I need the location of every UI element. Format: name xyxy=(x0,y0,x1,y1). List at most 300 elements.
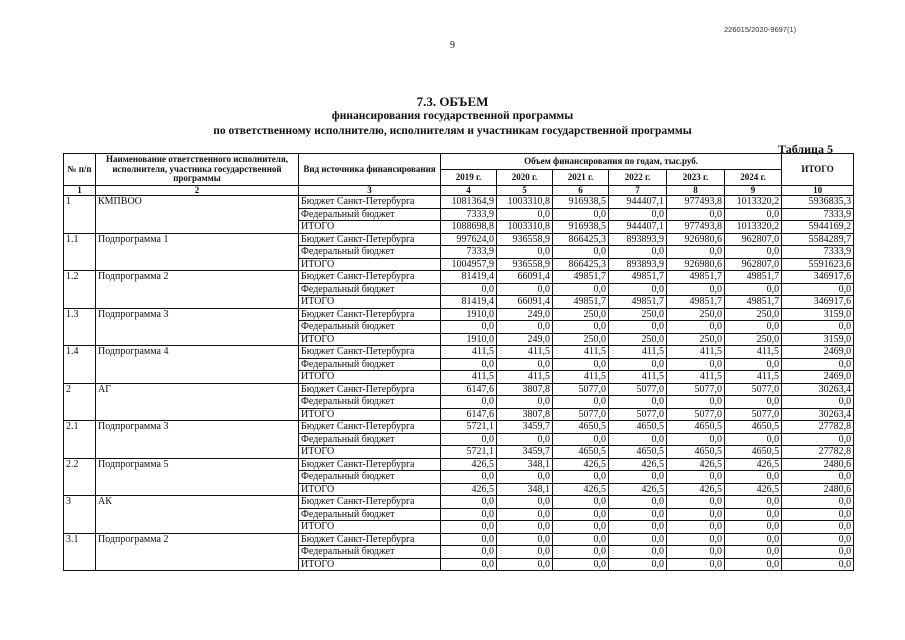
year-value: 6147,6 xyxy=(441,408,497,421)
year-value: 1081364,9 xyxy=(441,196,497,209)
participant-name: Подпрограмма 3 xyxy=(96,308,299,346)
year-value: 0,0 xyxy=(553,471,609,484)
year-value: 0,0 xyxy=(667,321,725,334)
funding-source: ИТОГО xyxy=(299,446,441,459)
funding-source: ИТОГО xyxy=(299,371,441,384)
year-value: 0,0 xyxy=(667,433,725,446)
year-value: 411,5 xyxy=(667,371,725,384)
funding-source: ИТОГО xyxy=(299,221,441,234)
row-number: 1.1 xyxy=(64,233,96,271)
year-value: 4650,5 xyxy=(609,446,667,459)
year-value: 426,5 xyxy=(725,483,782,496)
year-value: 0,0 xyxy=(441,558,497,571)
year-value: 3807,8 xyxy=(497,383,553,396)
funding-source: Федеральный бюджет xyxy=(299,396,441,409)
year-value: 3459,7 xyxy=(497,421,553,434)
section-title: 7.3. ОБЪЕМ xyxy=(416,94,489,109)
table-row xyxy=(64,271,854,284)
year-value: 0,0 xyxy=(725,533,782,546)
table-label: Таблица 5 xyxy=(778,142,833,156)
year-value: 426,5 xyxy=(609,483,667,496)
table-row xyxy=(64,233,854,246)
year-value: 5721,1 xyxy=(441,421,497,434)
year-value: 411,5 xyxy=(725,371,782,384)
funding-source: ИТОГО xyxy=(299,296,441,309)
table-row xyxy=(64,496,854,509)
year-value: 411,5 xyxy=(441,346,497,359)
total-value: 2480,6 xyxy=(782,458,854,471)
funding-source: ИТОГО xyxy=(299,258,441,271)
total-value: 346917,6 xyxy=(782,296,854,309)
year-value: 936558,9 xyxy=(497,258,553,271)
year-value: 411,5 xyxy=(441,371,497,384)
participant-name: Подпрограмма 2 xyxy=(96,271,299,309)
year-value: 250,0 xyxy=(609,333,667,346)
participant-name: Подпрограмма 1 xyxy=(96,233,299,271)
header-year-2019: 2019 г. xyxy=(441,170,497,186)
year-value: 1088698,8 xyxy=(441,221,497,234)
total-value: 27782,8 xyxy=(782,446,854,459)
year-value: 0,0 xyxy=(725,321,782,334)
year-value: 411,5 xyxy=(497,371,553,384)
header-num: № п/п xyxy=(64,154,96,186)
funding-source: Бюджет Санкт-Петербурга xyxy=(299,421,441,434)
participant-name: АК xyxy=(96,496,299,534)
table-row xyxy=(64,196,854,209)
year-value: 49851,7 xyxy=(553,296,609,309)
total-value: 7333,9 xyxy=(782,246,854,259)
funding-source: Бюджет Санкт-Петербурга xyxy=(299,533,441,546)
year-value: 926980,6 xyxy=(667,258,725,271)
year-value: 0,0 xyxy=(497,546,553,559)
year-value: 0,0 xyxy=(609,533,667,546)
year-value: 866425,3 xyxy=(553,258,609,271)
funding-source: Бюджет Санкт-Петербурга xyxy=(299,383,441,396)
funding-source: Федеральный бюджет xyxy=(299,283,441,296)
year-value: 0,0 xyxy=(609,283,667,296)
year-value: 0,0 xyxy=(609,208,667,221)
participant-name: Подпрограмма 5 xyxy=(96,458,299,496)
header-year-2023: 2023 г. xyxy=(667,170,725,186)
year-value: 250,0 xyxy=(725,333,782,346)
year-value: 0,0 xyxy=(553,358,609,371)
year-value: 5077,0 xyxy=(609,408,667,421)
participant-name: Подпрограмма 3 xyxy=(96,421,299,459)
year-value: 0,0 xyxy=(609,521,667,534)
year-value: 0,0 xyxy=(667,558,725,571)
year-value: 1910,0 xyxy=(441,308,497,321)
year-value: 0,0 xyxy=(497,283,553,296)
year-value: 0,0 xyxy=(725,471,782,484)
year-value: 0,0 xyxy=(725,496,782,509)
year-value: 926980,6 xyxy=(667,233,725,246)
total-value: 0,0 xyxy=(782,546,854,559)
year-value: 5077,0 xyxy=(667,383,725,396)
year-value: 0,0 xyxy=(725,358,782,371)
year-value: 0,0 xyxy=(497,433,553,446)
funding-source: Бюджет Санкт-Петербурга xyxy=(299,271,441,284)
funding-source: Федеральный бюджет xyxy=(299,546,441,559)
year-value: 0,0 xyxy=(609,471,667,484)
year-value: 426,5 xyxy=(725,458,782,471)
table-row xyxy=(64,533,854,546)
year-value: 0,0 xyxy=(497,558,553,571)
column-number-row xyxy=(64,186,854,196)
year-value: 1013320,2 xyxy=(725,221,782,234)
year-value: 49851,7 xyxy=(725,271,782,284)
year-value: 411,5 xyxy=(725,346,782,359)
year-value: 66091,4 xyxy=(497,296,553,309)
year-value: 0,0 xyxy=(441,508,497,521)
year-value: 936558,9 xyxy=(497,233,553,246)
year-value: 0,0 xyxy=(609,321,667,334)
year-value: 0,0 xyxy=(609,496,667,509)
year-value: 0,0 xyxy=(553,246,609,259)
total-value: 2480,6 xyxy=(782,483,854,496)
total-value: 0,0 xyxy=(782,396,854,409)
total-value: 0,0 xyxy=(782,508,854,521)
year-value: 5077,0 xyxy=(553,383,609,396)
year-value: 0,0 xyxy=(553,558,609,571)
year-value: 0,0 xyxy=(667,471,725,484)
row-number: 1.2 xyxy=(64,271,96,309)
total-value: 5936835,3 xyxy=(782,196,854,209)
funding-source: ИТОГО xyxy=(299,408,441,421)
year-value: 66091,4 xyxy=(497,271,553,284)
col-number: 9 xyxy=(725,186,782,196)
year-value: 1003310,8 xyxy=(497,221,553,234)
document-number: 226015/2020-9697(1) xyxy=(724,25,797,34)
year-value: 0,0 xyxy=(667,208,725,221)
funding-source: Федеральный бюджет xyxy=(299,471,441,484)
col-number: 8 xyxy=(667,186,725,196)
funding-source: ИТОГО xyxy=(299,558,441,571)
year-value: 0,0 xyxy=(667,546,725,559)
year-value: 997624,0 xyxy=(441,233,497,246)
table-row xyxy=(64,458,854,471)
year-value: 0,0 xyxy=(609,358,667,371)
total-value: 5591623,6 xyxy=(782,258,854,271)
row-number: 3 xyxy=(64,496,96,534)
year-value: 411,5 xyxy=(497,346,553,359)
total-value: 2469,0 xyxy=(782,371,854,384)
section-subtitle-2: по ответственному исполнителю, исполнителям и участникам государственной программы xyxy=(213,125,692,137)
year-value: 0,0 xyxy=(667,283,725,296)
year-value: 250,0 xyxy=(667,308,725,321)
year-value: 0,0 xyxy=(553,283,609,296)
year-value: 0,0 xyxy=(497,358,553,371)
col-number: 10 xyxy=(782,186,854,196)
year-value: 0,0 xyxy=(553,521,609,534)
year-value: 1004957,9 xyxy=(441,258,497,271)
year-value: 411,5 xyxy=(609,346,667,359)
year-value: 0,0 xyxy=(441,396,497,409)
col-number: 6 xyxy=(553,186,609,196)
year-value: 348,1 xyxy=(497,483,553,496)
year-value: 0,0 xyxy=(441,533,497,546)
year-value: 3459,7 xyxy=(497,446,553,459)
year-value: 0,0 xyxy=(553,321,609,334)
total-value: 0,0 xyxy=(782,521,854,534)
year-value: 0,0 xyxy=(441,546,497,559)
header-name: Наименование ответственного исполнителя, исполнителя, участника государственной программы xyxy=(96,154,299,186)
total-value: 0,0 xyxy=(782,496,854,509)
header-source: Вид источника финансирования xyxy=(299,154,441,186)
year-value: 977493,8 xyxy=(667,221,725,234)
year-value: 944407,1 xyxy=(609,221,667,234)
year-value: 0,0 xyxy=(441,433,497,446)
year-value: 6147,6 xyxy=(441,383,497,396)
col-number: 3 xyxy=(299,186,441,196)
header-year-2022: 2022 г. xyxy=(609,170,667,186)
col-number: 5 xyxy=(497,186,553,196)
row-number: 2.1 xyxy=(64,421,96,459)
year-value: 81419,4 xyxy=(441,271,497,284)
funding-source: Бюджет Санкт-Петербурга xyxy=(299,233,441,246)
participant-name: Подпрограмма 4 xyxy=(96,346,299,384)
total-value: 0,0 xyxy=(782,533,854,546)
year-value: 5077,0 xyxy=(609,383,667,396)
year-value: 4650,5 xyxy=(553,446,609,459)
year-value: 0,0 xyxy=(497,246,553,259)
year-value: 250,0 xyxy=(725,308,782,321)
year-value: 0,0 xyxy=(441,283,497,296)
total-value: 0,0 xyxy=(782,358,854,371)
year-value: 0,0 xyxy=(725,246,782,259)
year-value: 0,0 xyxy=(725,208,782,221)
year-value: 4650,5 xyxy=(725,446,782,459)
year-value: 7333,9 xyxy=(441,208,497,221)
year-value: 977493,8 xyxy=(667,196,725,209)
row-number: 1 xyxy=(64,196,96,234)
year-value: 81419,4 xyxy=(441,296,497,309)
year-value: 5077,0 xyxy=(553,408,609,421)
year-value: 0,0 xyxy=(667,358,725,371)
header-total: ИТОГО xyxy=(782,154,854,186)
year-value: 348,1 xyxy=(497,458,553,471)
total-value: 346917,6 xyxy=(782,271,854,284)
year-value: 0,0 xyxy=(497,508,553,521)
year-value: 0,0 xyxy=(667,521,725,534)
year-value: 0,0 xyxy=(725,283,782,296)
year-value: 4650,5 xyxy=(609,421,667,434)
year-value: 893893,9 xyxy=(609,233,667,246)
funding-source: Бюджет Санкт-Петербурга xyxy=(299,346,441,359)
year-value: 0,0 xyxy=(497,471,553,484)
year-value: 0,0 xyxy=(497,396,553,409)
funding-source: Бюджет Санкт-Петербурга xyxy=(299,458,441,471)
year-value: 962807,0 xyxy=(725,258,782,271)
year-value: 5077,0 xyxy=(725,408,782,421)
funding-source: Федеральный бюджет xyxy=(299,508,441,521)
year-value: 0,0 xyxy=(609,508,667,521)
funding-source: Федеральный бюджет xyxy=(299,321,441,334)
year-value: 0,0 xyxy=(609,546,667,559)
year-value: 0,0 xyxy=(667,396,725,409)
year-value: 49851,7 xyxy=(553,271,609,284)
year-value: 0,0 xyxy=(609,558,667,571)
year-value: 1013320,2 xyxy=(725,196,782,209)
year-value: 0,0 xyxy=(553,496,609,509)
year-value: 426,5 xyxy=(553,483,609,496)
year-value: 250,0 xyxy=(667,333,725,346)
year-value: 0,0 xyxy=(725,508,782,521)
year-value: 5721,1 xyxy=(441,446,497,459)
year-value: 0,0 xyxy=(497,208,553,221)
year-value: 944407,1 xyxy=(609,196,667,209)
page-number: 9 xyxy=(450,40,455,51)
year-value: 4650,5 xyxy=(553,421,609,434)
funding-source: Федеральный бюджет xyxy=(299,246,441,259)
funding-source: Федеральный бюджет xyxy=(299,208,441,221)
funding-source: ИТОГО xyxy=(299,483,441,496)
col-number: 7 xyxy=(609,186,667,196)
year-value: 49851,7 xyxy=(609,271,667,284)
year-value: 426,5 xyxy=(667,483,725,496)
year-value: 411,5 xyxy=(609,371,667,384)
year-value: 411,5 xyxy=(553,346,609,359)
year-value: 1910,0 xyxy=(441,333,497,346)
year-value: 3807,8 xyxy=(497,408,553,421)
financing-table xyxy=(63,153,854,571)
year-value: 4650,5 xyxy=(667,446,725,459)
col-number: 2 xyxy=(96,186,299,196)
participant-name: Подпрограмма 2 xyxy=(96,533,299,571)
year-value: 916938,5 xyxy=(553,196,609,209)
year-value: 0,0 xyxy=(667,508,725,521)
total-value: 5944169,2 xyxy=(782,221,854,234)
total-value: 30263,4 xyxy=(782,383,854,396)
year-value: 4650,5 xyxy=(725,421,782,434)
total-value: 27782,8 xyxy=(782,421,854,434)
participant-name: АГ xyxy=(96,383,299,421)
year-value: 0,0 xyxy=(441,358,497,371)
year-value: 916938,5 xyxy=(553,221,609,234)
year-value: 0,0 xyxy=(725,558,782,571)
header-year-2024: 2024 г. xyxy=(725,170,782,186)
year-value: 411,5 xyxy=(667,346,725,359)
total-value: 0,0 xyxy=(782,471,854,484)
section-subtitle-1: финансирования государственной программы xyxy=(331,110,574,122)
year-value: 866425,3 xyxy=(553,233,609,246)
year-value: 250,0 xyxy=(553,308,609,321)
year-value: 962807,0 xyxy=(725,233,782,246)
year-value: 0,0 xyxy=(725,546,782,559)
year-value: 0,0 xyxy=(441,321,497,334)
year-value: 426,5 xyxy=(441,458,497,471)
header-volume: Объем финансирования по годам, тыс.руб. xyxy=(441,154,782,170)
year-value: 0,0 xyxy=(667,246,725,259)
year-value: 250,0 xyxy=(553,333,609,346)
year-value: 893893,9 xyxy=(609,258,667,271)
year-value: 0,0 xyxy=(553,533,609,546)
funding-source: ИТОГО xyxy=(299,521,441,534)
total-value: 0,0 xyxy=(782,558,854,571)
year-value: 0,0 xyxy=(667,496,725,509)
table-body xyxy=(64,196,854,571)
header-year-2020: 2020 г. xyxy=(497,170,553,186)
funding-source: ИТОГО xyxy=(299,333,441,346)
row-number: 2.2 xyxy=(64,458,96,496)
funding-source: Федеральный бюджет xyxy=(299,433,441,446)
total-value: 0,0 xyxy=(782,283,854,296)
year-value: 1003310,8 xyxy=(497,196,553,209)
year-value: 4650,5 xyxy=(667,421,725,434)
total-value: 2469,0 xyxy=(782,346,854,359)
total-value: 3159,0 xyxy=(782,333,854,346)
year-value: 5077,0 xyxy=(667,408,725,421)
funding-source: Федеральный бюджет xyxy=(299,358,441,371)
total-value: 30263,4 xyxy=(782,408,854,421)
year-value: 0,0 xyxy=(497,496,553,509)
year-value: 0,0 xyxy=(553,433,609,446)
year-value: 0,0 xyxy=(553,396,609,409)
year-value: 0,0 xyxy=(553,208,609,221)
year-value: 250,0 xyxy=(609,308,667,321)
table-row xyxy=(64,421,854,434)
year-value: 426,5 xyxy=(441,483,497,496)
year-value: 426,5 xyxy=(553,458,609,471)
year-value: 0,0 xyxy=(667,533,725,546)
year-value: 49851,7 xyxy=(667,296,725,309)
year-value: 49851,7 xyxy=(725,296,782,309)
year-value: 49851,7 xyxy=(609,296,667,309)
year-value: 0,0 xyxy=(441,496,497,509)
year-value: 426,5 xyxy=(609,458,667,471)
col-number: 4 xyxy=(441,186,497,196)
year-value: 0,0 xyxy=(441,521,497,534)
year-value: 0,0 xyxy=(609,246,667,259)
row-number: 2 xyxy=(64,383,96,421)
total-value: 5584289,7 xyxy=(782,233,854,246)
funding-source: Бюджет Санкт-Петербурга xyxy=(299,308,441,321)
year-value: 0,0 xyxy=(609,396,667,409)
year-value: 0,0 xyxy=(725,433,782,446)
year-value: 249,0 xyxy=(497,333,553,346)
year-value: 0,0 xyxy=(497,321,553,334)
year-value: 0,0 xyxy=(553,546,609,559)
table-row xyxy=(64,308,854,321)
funding-source: Бюджет Санкт-Петербурга xyxy=(299,496,441,509)
row-number: 1.3 xyxy=(64,308,96,346)
year-value: 0,0 xyxy=(725,521,782,534)
year-value: 5077,0 xyxy=(725,383,782,396)
year-value: 249,0 xyxy=(497,308,553,321)
year-value: 7333,9 xyxy=(441,246,497,259)
total-value: 0,0 xyxy=(782,433,854,446)
col-number: 1 xyxy=(64,186,96,196)
year-value: 411,5 xyxy=(553,371,609,384)
year-value: 0,0 xyxy=(497,521,553,534)
row-number: 1.4 xyxy=(64,346,96,384)
year-value: 0,0 xyxy=(441,471,497,484)
row-number: 3.1 xyxy=(64,533,96,571)
total-value: 7333,9 xyxy=(782,208,854,221)
header-year-2021: 2021 г. xyxy=(553,170,609,186)
participant-name: КМПВОО xyxy=(96,196,299,234)
funding-source: Бюджет Санкт-Петербурга xyxy=(299,196,441,209)
year-value: 426,5 xyxy=(667,458,725,471)
total-value: 3159,0 xyxy=(782,308,854,321)
total-value: 0,0 xyxy=(782,321,854,334)
table-row xyxy=(64,346,854,359)
year-value: 49851,7 xyxy=(667,271,725,284)
year-value: 0,0 xyxy=(497,533,553,546)
table-row xyxy=(64,383,854,396)
year-value: 0,0 xyxy=(553,508,609,521)
year-value: 0,0 xyxy=(725,396,782,409)
year-value: 0,0 xyxy=(609,433,667,446)
